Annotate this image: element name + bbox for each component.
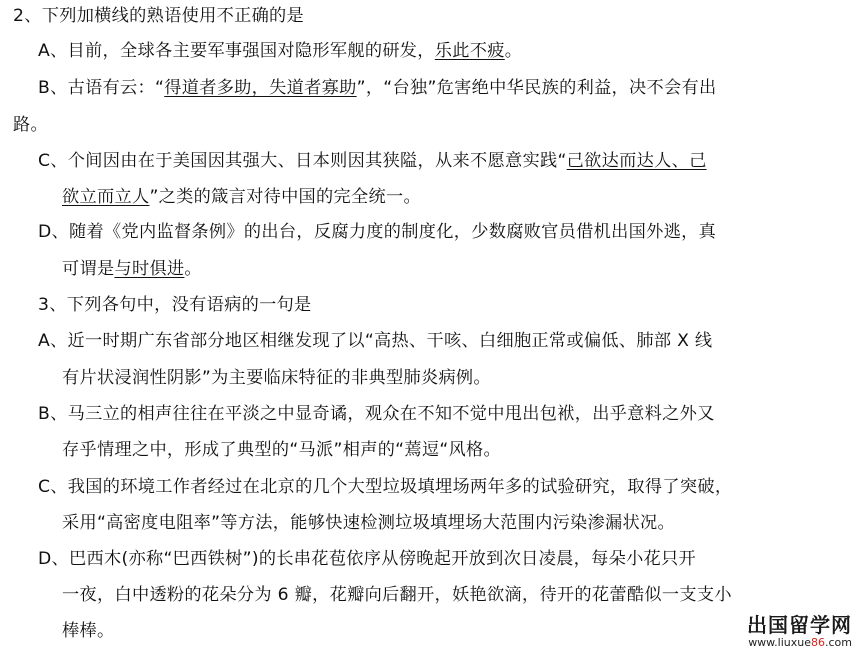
q3-option-d-continued-2: 棒棒。 xyxy=(62,621,115,641)
underlined-idiom: 欲立而立人 xyxy=(62,187,150,207)
q3-option-b: B、马三立的相声往往在平淡之中显奇谲，观众在不知不觉中甩出包袱，出乎意料之外又 xyxy=(38,404,715,424)
underlined-idiom: 己欲达而达人、己 xyxy=(566,151,707,171)
q3-option-d-continued: 一夜，白中透粉的花朵分为 6 瓣，花瓣向后翻开，妖艳欲滴，待开的花蕾酷似一支支小 xyxy=(62,585,732,605)
question-3-heading: 3、下列各句中，没有语病的一句是 xyxy=(38,295,312,315)
q3-option-c-continued: 采用“高密度电阻率”等方法，能够快速检测垃圾填埋场大范围内污染渗漏状况。 xyxy=(62,513,675,533)
q2-option-c-continued: 欲立而立人”之类的箴言对待中国的完全统一。 xyxy=(62,187,421,207)
q3-option-d: D、巴西木(亦称“巴西铁树”)的长串花苞依序从傍晚起开放到次日凌晨，每朵小花只开 xyxy=(38,549,697,569)
q2-option-c: C、个间因由在于美国因其强大、日本则因其狭隘，从来不愿意实践“己欲达而达人、己 xyxy=(38,151,707,171)
watermark-title: 出国留学网 xyxy=(747,613,852,637)
watermark-url: www.liuxue86.com xyxy=(748,636,852,649)
q3-option-a-continued: 有片状浸润性阴影”为主要临床特征的非典型肺炎病例。 xyxy=(62,368,491,388)
q2-option-a: A、目前，全球各主要军事强国对隐形军舰的研发，乐此不疲。 xyxy=(38,41,523,61)
question-2-heading: 2、下列加横线的熟语使用不正确的是 xyxy=(13,6,305,26)
underlined-idiom: 得道者多助，失道者寡助 xyxy=(164,78,357,98)
underlined-idiom: 乐此不疲 xyxy=(434,41,505,61)
q2-option-b-continued: 路。 xyxy=(13,115,48,135)
q3-option-b-continued: 存乎情理之中，形成了典型的“马派”相声的“蔫逗“风格。 xyxy=(62,440,502,460)
q2-option-b: B、古语有云：“得道者多助，失道者寡助”，“台独”危害绝中华民族的利益，决不会有出 xyxy=(38,78,717,98)
q2-option-d-continued: 可谓是与时俱进。 xyxy=(62,259,202,279)
q2-option-d: D、随着《党内监督条例》的出台，反腐力度的制度化，少数腐败官员借机出国外逃，真 xyxy=(38,222,717,242)
q3-option-c: C、我国的环境工作者经过在北京的几个大型垃圾填埋场两年多的试验研究，取得了突破， xyxy=(38,477,733,497)
underlined-idiom: 与时俱进 xyxy=(114,259,185,279)
site-watermark xyxy=(747,614,852,649)
q3-option-a: A、近一时期广东省部分地区相继发现了以“高热、干咳、白细胞正常或偏低、肺部 X 线 xyxy=(38,331,713,351)
